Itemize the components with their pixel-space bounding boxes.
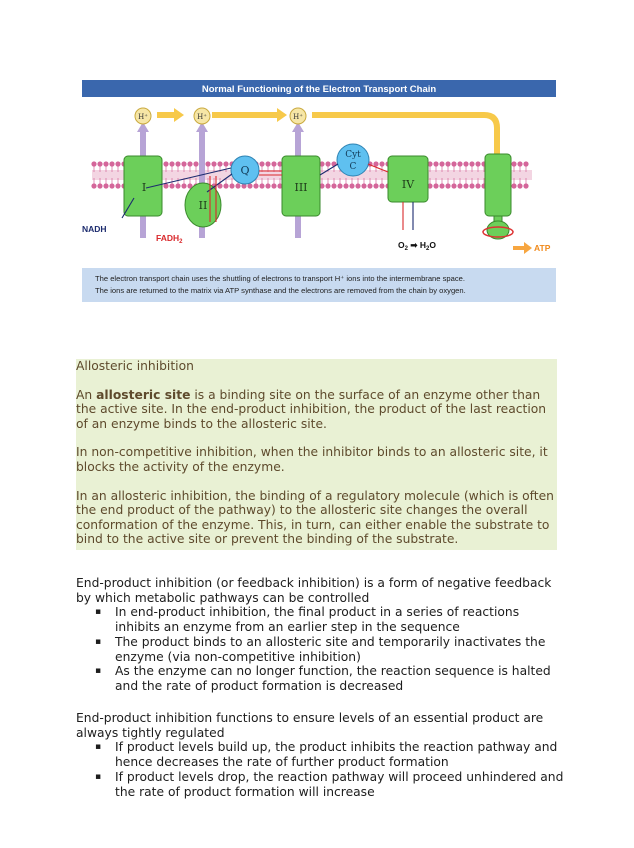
lipid-head <box>205 161 210 166</box>
lipid-head <box>367 183 372 188</box>
svg-text:C: C <box>349 162 357 172</box>
svg-text:II: II <box>198 199 208 212</box>
lipid-head <box>517 161 522 166</box>
lipid-head <box>343 183 348 188</box>
lipid-head <box>355 183 360 188</box>
lipid-head <box>337 183 342 188</box>
lipid-head <box>475 161 480 166</box>
lipid-head <box>169 183 174 188</box>
lipid-head <box>325 183 330 188</box>
lipid-head <box>457 183 462 188</box>
lipid-head <box>523 183 528 188</box>
lipid-head <box>253 183 258 188</box>
lipid-head <box>103 183 108 188</box>
end-product-section <box>76 576 566 694</box>
lipid-head <box>271 161 276 166</box>
lipid-head <box>109 183 114 188</box>
regulation-list <box>76 740 566 799</box>
lipid-head <box>361 183 366 188</box>
end-product-list <box>76 605 566 693</box>
lipid-head <box>91 183 96 188</box>
lipid-head <box>91 161 96 166</box>
lipid-head <box>211 161 216 166</box>
end-product-intro: End-product inhibition (or feedback inhibition) is a form of negative feedback by which metabolic pathways can be controlled <box>76 576 552 605</box>
list-item: ▪ In end-product inhibition, the final product in a series of reactions inhibits an enzyme from an earlier step in the sequence <box>95 605 520 635</box>
lipid-head <box>325 161 330 166</box>
lipid-head <box>439 183 444 188</box>
lipid-head <box>163 161 168 166</box>
lipid-head <box>169 161 174 166</box>
lipid-head <box>235 183 240 188</box>
cytochrome-c <box>337 144 369 176</box>
lipid-head <box>97 183 102 188</box>
lipid-head <box>175 183 180 188</box>
svg-text:Q: Q <box>240 164 250 177</box>
oxygen-water-label: $O_2$ ➡ $H_2O$ <box>398 240 436 252</box>
nadh-label: NADH <box>82 224 107 234</box>
lipid-head <box>265 183 270 188</box>
proton-label: H⁺ <box>293 113 303 121</box>
allosteric-site-term: allosteric site <box>96 387 191 402</box>
lipid-head <box>439 161 444 166</box>
atp-synthase <box>483 154 532 254</box>
lipid-head <box>331 183 336 188</box>
list-item: ▪ If product levels build up, the product inhibits the reaction pathway and hence decreases the rate of further product formation <box>95 740 558 770</box>
proton-label: H⁺ <box>138 113 148 121</box>
lipid-head <box>445 161 450 166</box>
lipid-head <box>373 183 378 188</box>
lipid-head <box>517 183 522 188</box>
lipid-head <box>217 161 222 166</box>
regulation-intro: End-product inhibition functions to ensure levels of an essential product are always tightly regulated <box>76 711 544 740</box>
complex-iii <box>282 156 320 216</box>
lipid-head <box>451 183 456 188</box>
regulation-section <box>76 711 566 799</box>
allosteric-paragraph-1: An allosteric site is a binding site on the surface of an enzyme other than the active site. In the end-product inhibition, the product of the last reaction of an enzyme binds to the allosteric site. <box>76 387 547 431</box>
lipid-head <box>469 183 474 188</box>
atp-label: ATP <box>534 243 551 253</box>
lipid-head <box>265 161 270 166</box>
lipid-head <box>223 183 228 188</box>
lipid-head <box>349 183 354 188</box>
lipid-head <box>373 161 378 166</box>
proton-label: H⁺ <box>197 113 207 121</box>
lipid-head <box>433 161 438 166</box>
lipid-head <box>97 161 102 166</box>
lipid-head <box>379 183 384 188</box>
fadh2-label: $FADH_2$ <box>156 233 183 245</box>
allosteric-paragraph-2: In non-competitive inhibition, when the inhibitor binds to an allosteric site, it blocks the activity of the enzyme. <box>76 445 548 474</box>
lipid-head <box>223 161 228 166</box>
complex-iv <box>388 156 428 202</box>
lipid-head <box>247 183 252 188</box>
lipid-head <box>523 161 528 166</box>
svg-text:III: III <box>294 181 308 194</box>
figure-title: Normal Functioning of the Electron Transport Chain <box>201 84 437 95</box>
figure-caption-line1: The electron transport chain uses the shuttling of electrons to transport H⁺ ions into the intermembrane space. <box>95 274 465 283</box>
lipid-head <box>259 161 264 166</box>
list-item: ▪ As the enzyme can no longer function, the reaction sequence is halted and the rate of product formation is decreased <box>95 664 551 693</box>
lipid-head <box>457 161 462 166</box>
lipid-head <box>271 183 276 188</box>
allosteric-paragraph-3: In an allosteric inhibition, the binding of a regulatory molecule (which is often the end product of the pathway) to the allosteric site changes the overall conformation of the enzyme. This, in turn, can either enable the substrate to bind to the active site or prevent the binding of the substrate. <box>76 488 554 547</box>
lipid-head <box>193 161 198 166</box>
lipid-head <box>511 161 516 166</box>
list-item: ▪ If product levels drop, the reaction pathway will proceed unhindered and the rate of product formation will increase <box>95 769 564 799</box>
list-item: ▪ The product binds to an allosteric site and temporarily inactivates the enzyme (via non-competitive inhibition) <box>95 634 546 664</box>
ubiquinone <box>231 156 259 184</box>
svg-text:Cyt: Cyt <box>345 150 361 160</box>
lipid-head <box>511 183 516 188</box>
lipid-head <box>181 161 186 166</box>
lipid-head <box>229 183 234 188</box>
lipid-head <box>433 183 438 188</box>
allosteric-heading: Allosteric inhibition <box>76 359 194 373</box>
figure-caption-line2: The ions are returned to the matrix via ATP synthase and the electrons are removed from the chain by oxygen. <box>95 286 466 295</box>
lipid-head <box>451 161 456 166</box>
lipid-head <box>259 183 264 188</box>
lipid-head <box>463 161 468 166</box>
lipid-head <box>463 183 468 188</box>
allosteric-note <box>76 359 557 550</box>
etc-diagram <box>82 80 556 302</box>
lipid-head <box>175 161 180 166</box>
lipid-head <box>115 183 120 188</box>
lipid-head <box>187 161 192 166</box>
lipid-head <box>109 161 114 166</box>
lipid-head <box>115 161 120 166</box>
lipid-head <box>181 183 186 188</box>
lipid-head <box>445 183 450 188</box>
lipid-head <box>475 183 480 188</box>
svg-text:IV: IV <box>401 178 415 191</box>
lipid-head <box>103 161 108 166</box>
lipid-head <box>469 161 474 166</box>
svg-text:I: I <box>141 181 147 194</box>
lipid-head <box>379 161 384 166</box>
